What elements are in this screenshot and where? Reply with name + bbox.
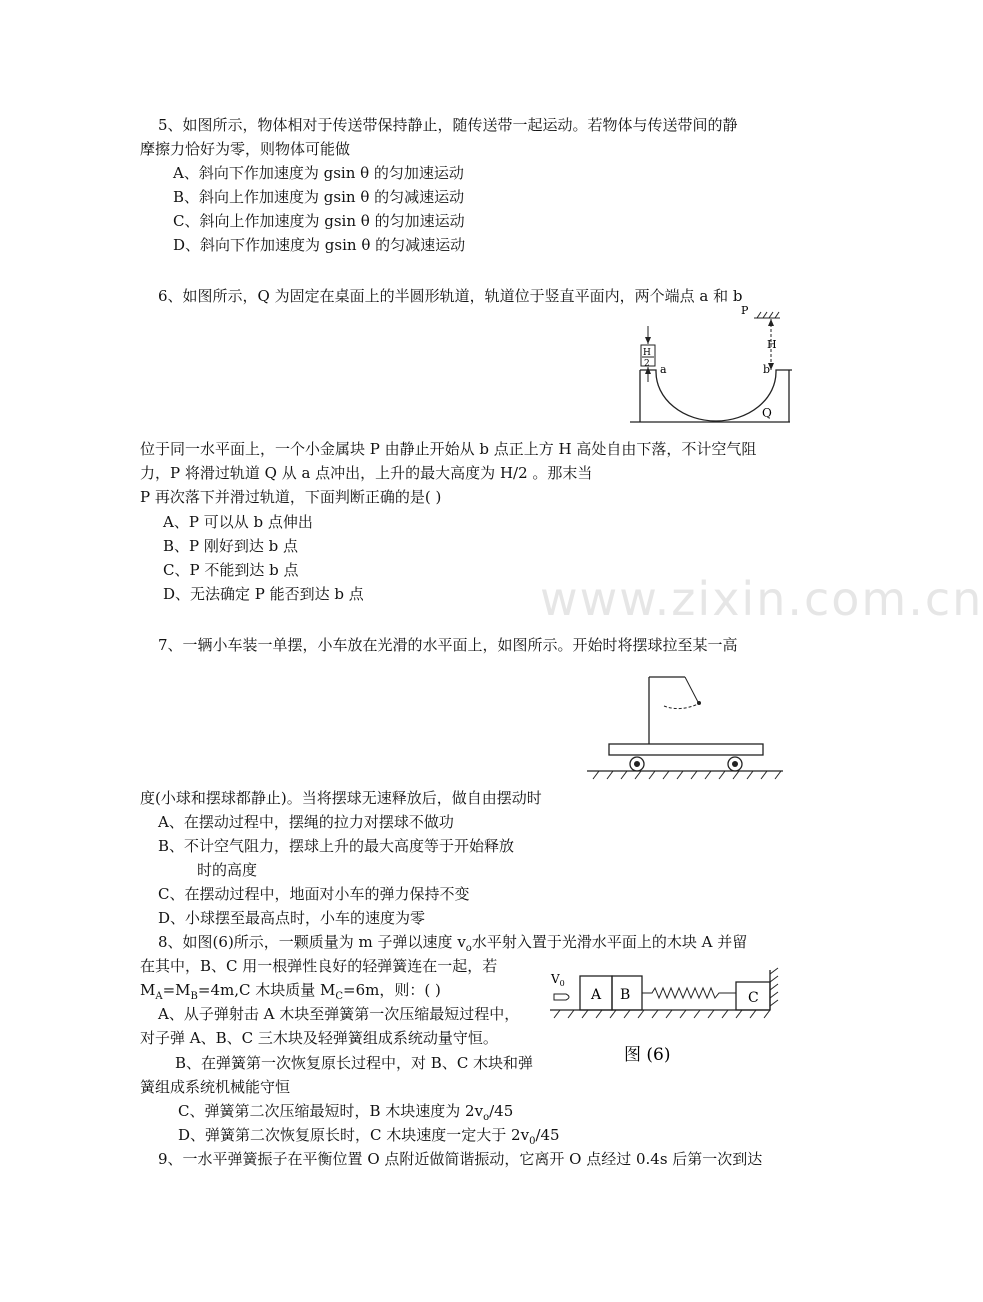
q8-line2: 在其中，B、C 用一根弹性良好的轻弹簧连在一起，若 <box>140 957 498 975</box>
q8-line1: 8、如图(6)所示，一颗质量为 m 子弹以速度 $v_o$水平射入置于光滑水平面上的木块 A 并留 <box>158 933 748 954</box>
q8-option-c: C、弹簧第二次压缩最短时，B 木块速度为 $2v_o/45$ <box>178 1102 514 1123</box>
fig6-label-q: Q <box>762 406 772 420</box>
q6-option-b: B、P 刚好到达 b 点 <box>163 537 299 555</box>
q7-option-d: D、小球摆至最高点时，小车的速度为零 <box>158 909 426 927</box>
q6-option-c: C、P 不能到达 b 点 <box>163 561 299 579</box>
q7-figure-cart-pendulum <box>585 672 785 782</box>
q5-option-b: B、斜向上作加速度为 gsin θ 的匀减速运动 <box>173 188 465 206</box>
q8-option-a-line1: A、从子弹射击 A 木块至弹簧第一次压缩最短过程中， <box>158 1005 520 1023</box>
q8-line3: $M_A=M_B=4m,C$ 木块质量 $M_C=6m$，则：( ) <box>140 981 441 1002</box>
q5-line2: 摩擦力恰好为零，则物体可能做 <box>140 140 351 158</box>
fig6-label-h-frac-top: H <box>643 348 651 358</box>
q8-option-b-line2: 簧组成系统机械能守恒 <box>140 1078 291 1096</box>
fig8-block-c: C <box>748 990 759 1006</box>
q8-option-d: D、弹簧第二次恢复原长时，C 木块速度一定大于 $2v_0/45$ <box>178 1126 560 1147</box>
q5-option-c: C、斜向上作加速度为 gsin θ 的匀加速运动 <box>173 212 465 230</box>
q7-line1: 7、一辆小车装一单摆，小车放在光滑的水平面上，如图所示。开始时将摆球拉至某一高 <box>158 636 738 654</box>
q6-line3: 力，P 将滑过轨道 Q 从 a 点冲出，上升的最大高度为 H/2 。那末当 <box>140 464 593 482</box>
q6-option-d: D、无法确定 P 能否到达 b 点 <box>163 585 364 603</box>
fig8-block-a: A <box>591 987 602 1003</box>
q7-line2: 度(小球和摆球都静止)。当将摆球无速释放后，做自由摆动时 <box>140 789 542 807</box>
fig8-block-b: B <box>620 987 631 1003</box>
q6-line2: 位于同一水平面上，一个小金属块 P 由静止开始从 b 点正上方 H 高处自由下落，不计空气阻 <box>140 440 757 458</box>
watermark: www.zixin.com.cn <box>540 572 983 626</box>
q5-line1: 5、如图所示，物体相对于传送带保持静止，随传送带一起运动。若物体与传送带间的静 <box>158 116 738 134</box>
q5-option-d: D、斜向下作加速度为 gsin θ 的匀减速运动 <box>173 236 466 254</box>
q9-line1: 9、一水平弹簧振子在平衡位置 O 点附近做简谐振动，它离开 O 点经过 0.4s 后第一次到达 <box>158 1150 763 1168</box>
q6-line1: 6、如图所示，Q 为固定在桌面上的半圆形轨道，轨道位于竖直平面内，两个端点 a 和 b <box>158 287 743 305</box>
q7-option-b-line1: B、不计空气阻力，摆球上升的最大高度等于开始释放 <box>158 837 515 855</box>
q7-option-c: C、在摆动过程中，地面对小车的弹力保持不变 <box>158 885 470 903</box>
q6-option-a: A、P 可以从 b 点伸出 <box>163 513 313 531</box>
q8-option-a-line2: 对子弹 A、B、C 三木块及轻弹簧组成系统动量守恒。 <box>140 1029 498 1047</box>
q8-option-b-line1: B、在弹簧第一次恢复原长过程中，对 B、C 木块和弹 <box>175 1054 534 1072</box>
fig6-label-b: b <box>763 363 771 376</box>
q6-figure-semicircle-track <box>630 300 790 430</box>
fig8-caption: 图 (6) <box>624 1045 671 1065</box>
q5-option-a: A、斜向下作加速度为 gsin θ 的匀加速运动 <box>173 164 464 182</box>
fig6-label-h: H <box>767 338 777 351</box>
fig6-label-p: P <box>741 304 749 317</box>
q6-line4: P 再次落下并滑过轨道，下面判断正确的是( ) <box>140 488 442 506</box>
q7-option-a: A、在摆动过程中，摆绳的拉力对摆球不做功 <box>158 813 454 831</box>
fig6-label-a: a <box>660 363 667 376</box>
fig6-label-h-frac-bottom: 2 <box>644 359 650 369</box>
q7-option-b-line2: 时的高度 <box>197 861 258 879</box>
q8-figure-blocks-spring <box>548 968 788 1068</box>
fig8-label-v: $V_0$ <box>551 972 565 988</box>
